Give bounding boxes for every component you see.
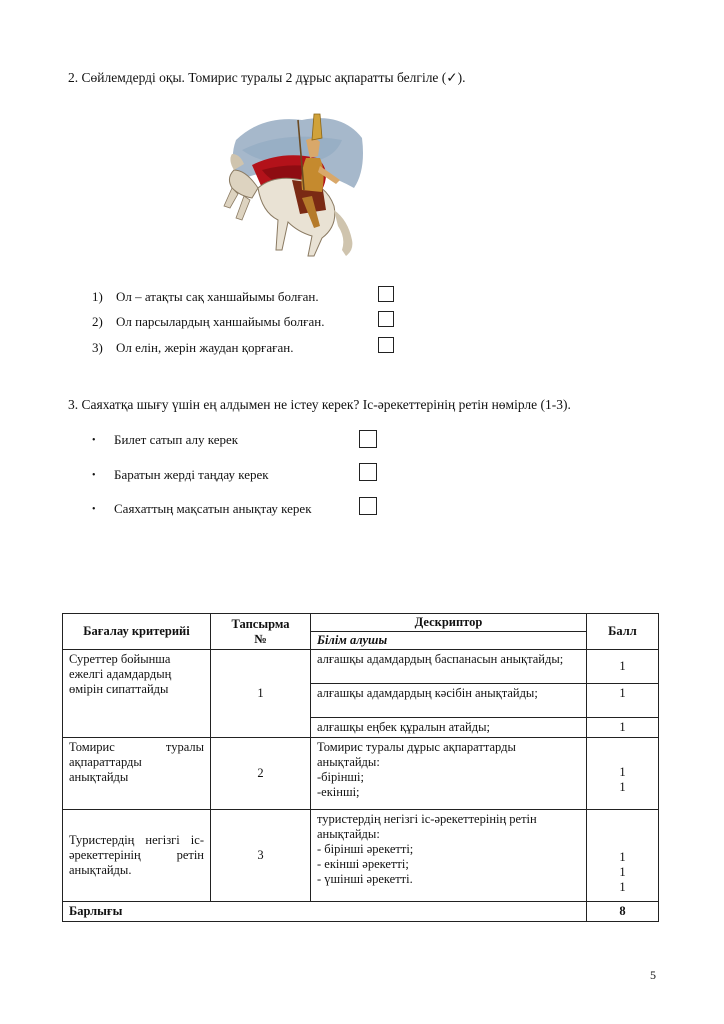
q2-option-1-number: 1) [92,289,103,304]
q2-option-3-checkbox[interactable] [378,337,394,353]
bullet-icon: • [92,504,96,515]
header-score: Балл [587,614,659,650]
row-1-descriptor-3: алғашқы еңбек құралын атайды; [311,718,587,738]
q2-option-2-checkbox[interactable] [378,311,394,327]
row-2-score-2: 1 [619,779,626,794]
row-3-score-1: 1 [619,850,626,864]
row-1-task: 1 [211,650,311,738]
q3-item-3-text: Саяхаттың мақсатын анықтау керек [114,501,312,516]
row-3-score-2: 1 [619,865,626,879]
q2-option-2-number: 2) [92,314,103,329]
q2-option-1 [92,289,319,305]
row-2-descriptor-line-2: -бірінші; [317,770,364,784]
row-3-score-3: 1 [619,880,626,894]
header-task [211,614,311,650]
q3-item-2 [92,467,269,483]
assessment-criteria-table [62,613,659,922]
row-3-descriptor-line-1: туристердің негізгі іс-әрекеттерінің ретін анықтайды: [317,812,537,841]
q2-option-1-checkbox[interactable] [378,286,394,302]
total-score: 8 [587,902,659,922]
row-2-score-1: 1 [619,764,626,779]
row-3-descriptor-line-2: - бірінші әрекетті; [317,842,414,856]
q3-item-1 [92,432,238,448]
row-1-score-2: 1 [587,684,659,718]
row-3-descriptor-line-3: - екінші әрекетті; [317,857,409,871]
row-1-descriptor-2: алғашқы адамдардың кәсібін анықтайды; [311,684,587,718]
header-task-line1: Тапсырма [231,616,290,631]
q2-option-2-text: Ол парсылардың ханшайымы болған. [116,314,325,329]
header-criteria: Бағалау критерийі [63,614,211,650]
q3-item-1-text: Билет сатып алу керек [114,432,239,447]
row-1-score-1: 1 [587,650,659,684]
row-3-descriptor [311,810,587,902]
q3-item-3 [92,501,312,517]
bullet-icon: • [92,470,96,481]
question-2-title: 2. Сөйлемдерді оқы. Томирис туралы 2 дұрыс ақпаратты белгіле (✓). [68,70,466,85]
q2-option-3-text: Ол елін, жерін жаудан қорғаған. [116,340,294,355]
header-task-line2: № [254,631,267,646]
row-3-scores [587,810,659,902]
row-2-task: 2 [211,738,311,810]
row-2-scores [587,738,659,810]
row-2-descriptor-line-3: -екінші; [317,785,360,799]
question-3-title: 3. Саяхатқа шығу үшін ең алдымен не істеу керек? Іс-әрекеттерінің ретін нөмірле (1-3). [68,397,571,412]
row-2-criteria: Томирис туралы ақпараттарды анықтайды [63,738,211,810]
total-label: Барлығы [63,902,587,922]
row-2-descriptor [311,738,587,810]
row-1-descriptor-1: алғашқы адамдардың баспанасын анықтайды; [311,650,587,684]
q2-option-2 [92,314,324,330]
row-1-score-3: 1 [587,718,659,738]
row-3-descriptor-line-4: - үшінші әрекетті. [317,872,413,886]
q3-item-2-text: Баратын жерді таңдау керек [114,467,269,482]
q3-item-2-answer-box[interactable] [359,463,377,481]
page-number: 5 [650,968,656,982]
q2-option-1-text: Ол – атақты сақ ханшайымы болған. [116,289,319,304]
q3-item-3-answer-box[interactable] [359,497,377,515]
header-descriptor-sub: Білім алушы [311,632,587,650]
row-3-criteria: Туристердің негізгі іс-әрекеттерінің ретін анықтайды. [63,810,211,902]
q2-option-3-number: 3) [92,340,103,355]
q2-option-3 [92,340,293,356]
row-1-criteria: Суреттер бойынша ежелгі адамдардың өмірін сипаттайды [63,650,211,738]
header-descriptor: Дескриптор [311,614,587,632]
row-3-task: 3 [211,810,311,902]
bullet-icon: • [92,435,96,446]
tomyris-illustration [222,110,368,260]
row-2-descriptor-line-1: Томирис туралы дұрыс ақпараттарды анықтайды: [317,740,516,769]
q3-item-1-answer-box[interactable] [359,430,377,448]
